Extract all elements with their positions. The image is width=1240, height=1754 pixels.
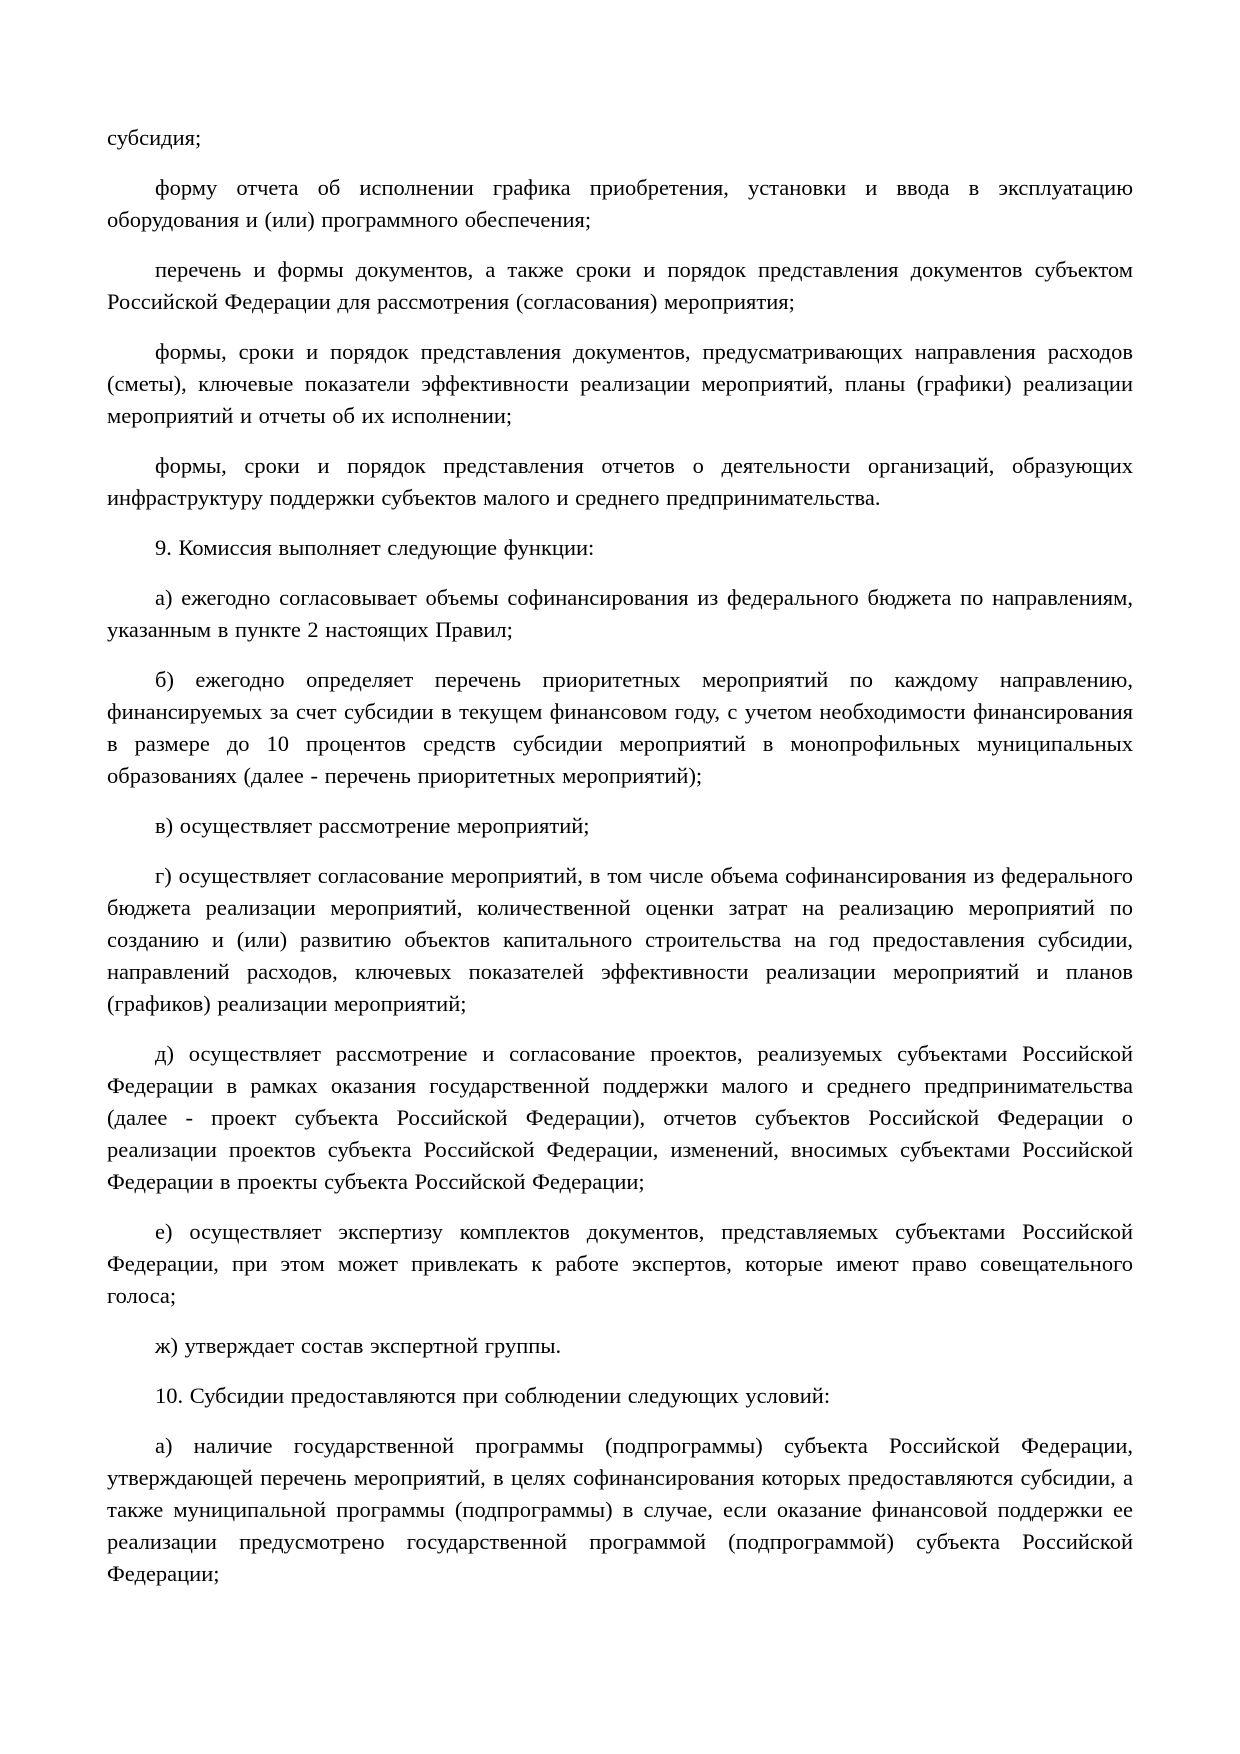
item-9g-approves-measures: г) осуществляет согласование мероприятий, в том числе объема софинансирования из федерального бюджета реализации мероприятий, количественной оценки затрат на реализацию мероприятий по созданию и (или) развитию объектов капитального строительства на год предоставления субсидии, направлений расходов, ключевых показателей эффективности реализации мероприятий и планов (графиков) реализации мероприятий; xyxy=(107,863,1133,1016)
item-10a-state-program-condition: а) наличие государственной программы (подпрограммы) субъекта Российской Федерации, утверждающей перечень мероприятий, в целях софинансирования которых предоставляются субсидии, а также муниципальной программы (подпрограммы) в случае, если оказание финансовой поддержки ее реализации предусмотрено государственной программой (подпрограммой) субъекта Российской Федерации; xyxy=(107,1433,1133,1586)
item-9b-priority-measures-list: б) ежегодно определяет перечень приоритетных мероприятий по каждому направлению, финансируемых за счет субсидии в текущем финансовом году, с учетом необходимости финансирования в размере до 10 процентов средств субсидии мероприятий в монопрофильных муниципальных образованиях (далее - перечень приоритетных мероприятий); xyxy=(107,667,1133,788)
item-9v-reviews-measures: в) осуществляет рассмотрение мероприятий; xyxy=(155,813,590,838)
item-9a-approves-cofinancing-volumes: а) ежегодно согласовывает объемы софинансирования из федерального бюджета по направлениям, указанным в пункте 2 настоящих Правил; xyxy=(107,585,1133,642)
item-9-commission-functions-heading: 9. Комиссия выполняет следующие функции: xyxy=(155,535,595,560)
para-forms-terms-activity-reports: формы, сроки и порядок представления отчетов о деятельности организаций, образующих инфраструктуру поддержки субъектов малого и среднего предпринимательства. xyxy=(107,453,1133,510)
item-10-subsidy-conditions-heading: 10. Субсидии предоставляются при соблюдении следующих условий: xyxy=(155,1383,831,1408)
para-forms-terms-expense-documents: формы, сроки и порядок представления документов, предусматривающих направления расходов (сметы), ключевые показатели эффективности реализации мероприятий, планы (графики) реализации мероприятий и отчеты об их исполнении; xyxy=(107,339,1133,428)
para-continuation-subsidiya: субсидия; xyxy=(107,125,202,150)
item-9zh-expert-group: ж) утверждает состав экспертной группы. xyxy=(155,1333,562,1358)
para-document-list-forms: перечень и формы документов, а также сроки и порядок представления документов субъектом Российской Федерации для рассмотрения (согласования) мероприятия; xyxy=(107,257,1133,314)
item-9e-document-expertise: е) осуществляет экспертизу комплектов документов, представляемых субъектами Российской Федерации, при этом может привлекать к работе экспертов, которые имеют право совещательного голоса; xyxy=(107,1219,1133,1308)
para-report-form-equipment: форму отчета об исполнении графика приобретения, установки и ввода в эксплуатацию оборудования и (или) программного обеспечения; xyxy=(107,175,1133,232)
item-9d-reviews-projects: д) осуществляет рассмотрение и согласование проектов, реализуемых субъектами Российской Федерации в рамках оказания государственной поддержки малого и среднего предпринимательства (далее - проект субъекта Российской Федерации), отчетов субъектов Российской Федерации о реализации проектов субъекта Российской Федерации, изменений, вносимых субъектами Российской Федерации в проекты субъекта Российской Федерации; xyxy=(107,1041,1133,1194)
